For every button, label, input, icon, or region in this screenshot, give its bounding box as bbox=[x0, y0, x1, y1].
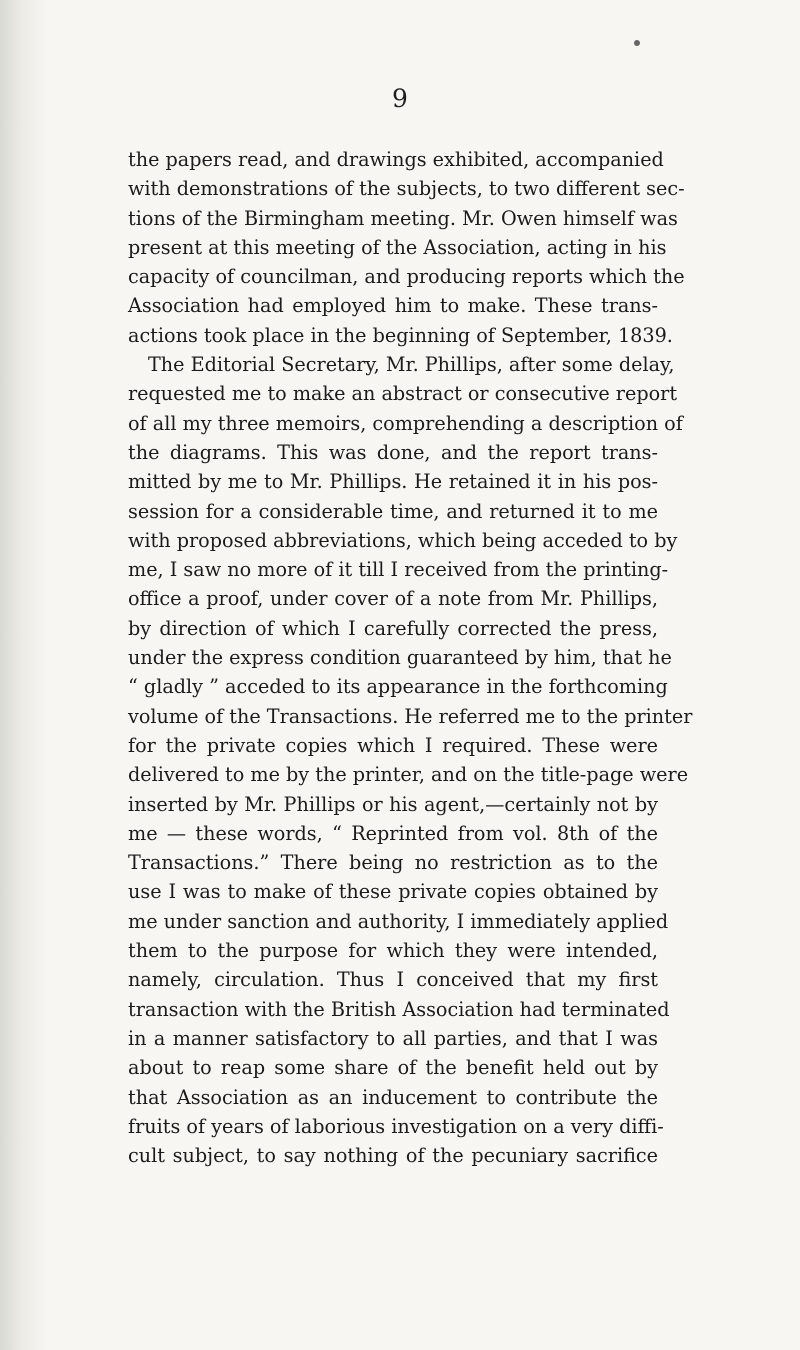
text-line: for the private copies which I required. These were bbox=[128, 733, 658, 757]
text-line: the papers read, and drawings exhibited, accompanied bbox=[128, 148, 664, 171]
text-line: that Association as an inducement to contribute the bbox=[128, 1085, 658, 1109]
text-line: volume of the Transactions. He referred me to the printer bbox=[128, 704, 693, 728]
text-line: actions took place in the beginning of September, 1839. bbox=[128, 323, 673, 347]
text-line: cult subject, to say nothing of the pecuniary sacrifice bbox=[128, 1144, 658, 1168]
text-line: use I was to make of these private copies obtained by bbox=[128, 880, 658, 904]
text-line: in a manner satisfactory to all parties, and that I was bbox=[128, 1026, 658, 1050]
text-line: with proposed abbreviations, which being acceded to by bbox=[128, 528, 678, 552]
page-edge-shadow bbox=[0, 0, 48, 1350]
text-line: tions of the Birmingham meeting. Mr. Owen himself was bbox=[128, 206, 678, 230]
text-line: Association had employed him to make. These trans- bbox=[128, 294, 658, 318]
text-line: “ gladly ” acceded to its appearance in the forthcoming bbox=[128, 675, 668, 699]
text-line: under the express condition guaranteed by him, that he bbox=[128, 646, 672, 670]
text-line: mitted by me to Mr. Phillips. He retained it in his pos- bbox=[128, 470, 658, 494]
text-line: Transactions.” There being no restriction as to the bbox=[128, 851, 658, 875]
text-line: office a proof, under cover of a note from Mr. Phillips, bbox=[128, 587, 658, 611]
text-line: of all my three memoirs, comprehending a description of bbox=[128, 411, 683, 435]
text-line: me under sanction and authority, I immediately applied bbox=[128, 909, 669, 933]
text-line: me — these words, “ Reprinted from vol. 8th of the bbox=[128, 821, 658, 845]
text-line: namely, circulation. Thus I conceived that my first bbox=[128, 968, 658, 992]
text-line: me, I saw no more of it till I received from the printing- bbox=[128, 558, 669, 582]
text-line: present at this meeting of the Association, acting in his bbox=[128, 235, 667, 259]
text-line: capacity of councilman, and producing reports which the bbox=[128, 265, 685, 289]
text-line: transaction with the British Association had terminated bbox=[128, 997, 670, 1021]
body-text bbox=[128, 145, 693, 1170]
text-line: with demonstrations of the subjects, to two different sec- bbox=[128, 177, 685, 201]
text-line: session for a considerable time, and returned it to me bbox=[128, 499, 658, 523]
text-line: requested me to make an abstract or consecutive report bbox=[128, 382, 678, 406]
ink-speck bbox=[634, 40, 640, 46]
text-line: fruits of years of laborious investigation on a very diffi- bbox=[128, 1114, 664, 1138]
text-line: them to the purpose for which they were intended, bbox=[128, 939, 658, 963]
text-line: inserted by Mr. Phillips or his agent,—certainly not by bbox=[128, 792, 658, 816]
text-line: The Editorial Secretary, Mr. Phillips, after some delay, bbox=[148, 353, 675, 377]
text-line: the diagrams. This was done, and the report trans- bbox=[128, 440, 658, 464]
text-line: delivered to me by the printer, and on the title-page were bbox=[128, 763, 689, 787]
text-line: by direction of which I carefully corrected the press, bbox=[128, 616, 658, 640]
page-number: 9 bbox=[392, 84, 408, 113]
text-line: about to reap some share of the benefit held out by bbox=[128, 1056, 658, 1080]
